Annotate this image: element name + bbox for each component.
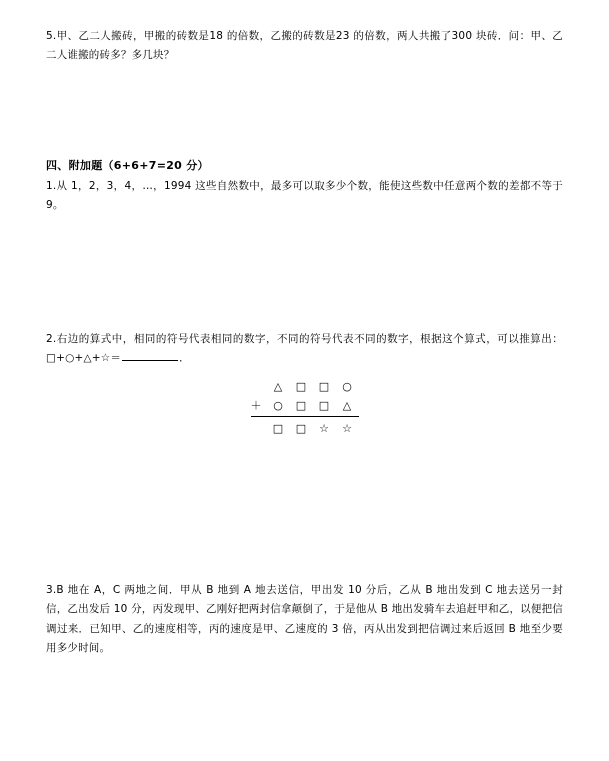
puzzle-grid xyxy=(251,377,359,438)
additional-question-1: 1.从 1，2，3，4，…，1994 这些自然数中，最多可以取多少个数，能使这些数中任意两个数的差都不等于 9。 xyxy=(46,180,563,212)
puzzle-row-2 xyxy=(251,396,359,415)
puzzle-cell: □ xyxy=(295,398,307,412)
puzzle-cell: □ xyxy=(272,421,284,435)
puzzle-row-3 xyxy=(251,416,359,438)
additional-question-2-text xyxy=(46,330,563,369)
puzzle-cell: △ xyxy=(342,398,352,412)
puzzle-cell: ☆ xyxy=(342,421,352,435)
symbol-addition-puzzle xyxy=(46,377,563,438)
puzzle-row-1 xyxy=(251,377,359,396)
answer-blank xyxy=(122,352,178,362)
section-heading-four: 四、附加题（6+6+7=20 分） xyxy=(46,159,209,172)
puzzle-cell: ○ xyxy=(342,379,352,393)
additional-question-3: 3.B 地在 A，C 两地之间．甲从 B 地到 A 地去送信，甲出发 10 分后，乙从 B 地出发到 C 地去送另一封信，乙出发后 10 分，丙发现甲、乙刚好把两封信拿颠倒了，于是他从 B 地出发骑车去追赶甲和乙，以便把信调过来．已知甲、乙的速度相等，丙的速度是甲、乙速度的 3 倍，丙从出发到把信调过来后返回 B 地至少要用多少时间。 xyxy=(46,584,563,655)
puzzle-cell: □ xyxy=(318,398,330,412)
additional-question-2-prompt: 2.右边的算式中，相同的符号代表相同的数字，不同的符号代表不同的数字，根据这个算式，可以推算出：□+○+△+☆＝ xyxy=(46,333,563,365)
additional-question-2 xyxy=(46,330,563,438)
puzzle-cell: □ xyxy=(318,379,330,393)
puzzle-cell: ☆ xyxy=(319,421,329,435)
plus-sign: ＋ xyxy=(250,398,262,412)
puzzle-cell: ○ xyxy=(273,398,283,412)
puzzle-cell: △ xyxy=(273,379,283,393)
question-5: 5.甲、乙二人搬砖，甲搬的砖数是18 的倍数，乙搬的砖数是23 的倍数，两人共搬了300 块砖．问：甲、乙二人谁搬的砖多？多几块？ xyxy=(46,30,563,62)
puzzle-cell: □ xyxy=(295,421,307,435)
additional-question-2-period: ． xyxy=(179,352,190,365)
puzzle-cell: □ xyxy=(295,379,307,393)
